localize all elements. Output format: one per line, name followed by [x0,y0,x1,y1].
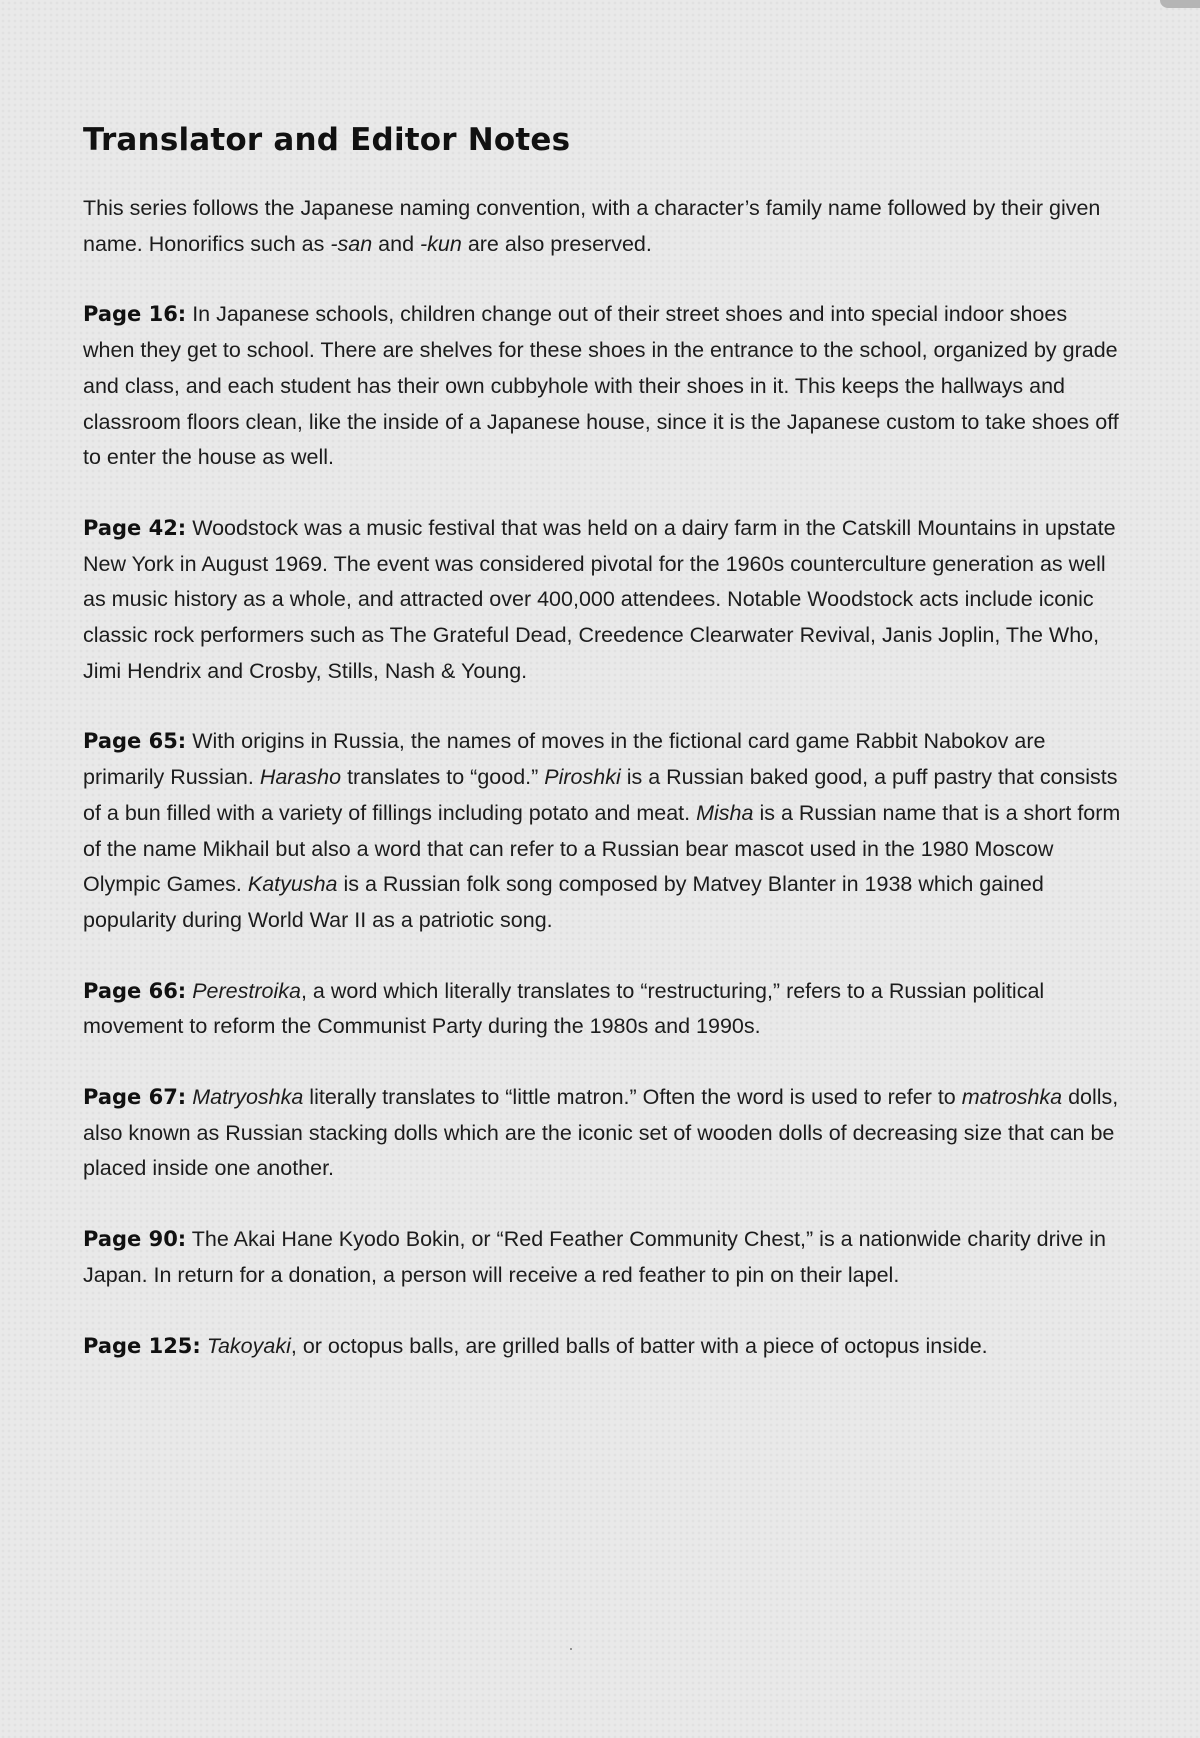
note-label: Page 16: [83,302,187,327]
note-page-90 [83,1222,1123,1293]
note-page-16 [83,297,1123,476]
note-text: is a Russian baked good, a puff pastry that consists of a bun filled with a variety of fillings including potato and meat. [83,765,1118,825]
note-italic-term: Takoyaki [206,1333,291,1358]
page-title: Translator and Editor Notes [83,122,571,158]
note-label: Page 125: [83,1333,201,1358]
paper-speck [570,1648,572,1650]
note-label: Page 67: [83,1085,187,1110]
note-label: Page 90: [83,1227,187,1252]
intro-italic-1: -san [330,231,373,256]
note-text: is a Russian folk song composed by Matvey Blanter in 1938 which gained popularity during World War II as a patriotic song. [83,872,1044,932]
intro-text-3: are also preserved. [461,231,652,256]
note-italic-term: Perestroika [192,978,301,1003]
note-text: In Japanese schools, children change out of their street shoes and into special indoor shoes when they get to school. There are shelves for these shoes in the entrance to the school, organized by grade and class, and each student has their own cubbyhole with their shoes in it. This keeps the hallways and classroom floors clean, like the inside of a Japanese house, since it is the Japanese custom to take shoes off to enter the house as well. [83,302,1119,470]
corner-mark [1160,0,1200,8]
note-text: Woodstock was a music festival that was held on a dairy farm in the Catskill Mountains in upstate New York in August 1969. The event was considered pivotal for the 1960s counterculture generation as well as music history as a whole, and attracted over 400,000 attendees. Notable Woodstock acts include iconic classic rock performers such as The Grateful Dead, Creedence Clearwater Revival, Janis Joplin, The Who, Jimi Hendrix and Crosby, Stills, Nash & Young. [83,515,1116,683]
note-page-42 [83,511,1123,690]
note-italic-term: Misha [696,800,754,825]
intro-italic-2: -kun [420,231,462,256]
intro-text-2: and [372,231,421,256]
intro-text-1: This series follows the Japanese naming convention, with a character’s family name followed by their given name. Honorifics such as [83,196,1101,256]
note-page-125 [83,1329,1123,1365]
note-text: The Akai Hane Kyodo Bokin, or “Red Feather Community Chest,” is a nationwide charity drive in Japan. In return for a donation, a person will receive a red feather to pin on their lapel. [83,1227,1106,1287]
notes-page [83,122,1123,1399]
note-label: Page 65: [83,729,187,754]
note-text: dolls, also known as Russian stacking dolls which are the iconic set of wooden dolls of decreasing size that can be placed inside one another. [83,1085,1119,1181]
note-page-66 [83,974,1123,1045]
note-italic-term: Matryoshka [192,1085,304,1110]
note-italic-term: Harasho [259,765,342,790]
note-text: is a Russian name that is a short form of the name Mikhail but also a word that can refer to a Russian bear mascot used in the 1980 Moscow Olympic Games. [83,800,1121,897]
note-label: Page 66: [83,978,187,1003]
note-text: , or octopus balls, are grilled balls of batter with a piece of octopus inside. [290,1333,988,1358]
note-text: , a word which literally translates to “restructuring,” refers to a Russian political movement to reform the Communist Party during the 1980s and 1990s. [83,978,1045,1039]
note-page-67 [83,1080,1123,1187]
intro-paragraph [83,191,1123,262]
note-text: literally translates to “little matron.” Often the word is used to refer to [303,1085,962,1110]
note-italic-term: Katyusha [247,872,338,897]
note-text: With origins in Russia, the names of moves in the fictional card game Rabbit Nabokov are primarily Russian. [83,729,1046,790]
note-label: Page 42: [83,515,187,540]
note-italic-term: matroshka [961,1085,1063,1110]
note-page-65 [83,724,1123,938]
note-italic-term: Piroshki [544,765,621,790]
note-text: translates to “good.” [341,765,545,790]
